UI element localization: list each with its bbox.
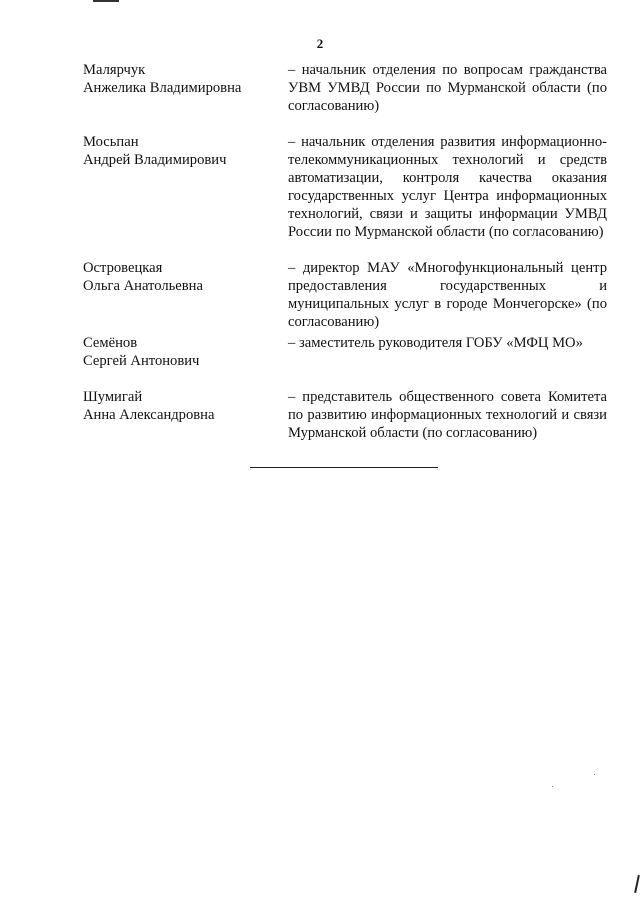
member-name [83, 61, 288, 115]
member-surname: Мосьпан [83, 134, 139, 150]
member-entry [83, 388, 607, 442]
scan-speck [594, 774, 595, 775]
member-role: – представитель общественного совета Комитета по развитию информационных технологий и связи Мурманской области (по согласованию) [288, 389, 607, 441]
top-edge-mark [93, 0, 119, 2]
bottom-edge-mark [634, 875, 640, 893]
member-given-names: Сергей Антонович [83, 353, 200, 369]
member-name [83, 133, 288, 241]
member-name [83, 259, 288, 331]
member-name [83, 388, 288, 442]
member-entry [83, 133, 607, 241]
member-surname: Шумигай [83, 389, 143, 405]
member-entry [83, 61, 607, 115]
closing-separator-line [250, 467, 438, 468]
member-given-names: Анна Александровна [83, 407, 215, 423]
page-number: 2 [316, 36, 324, 51]
member-role: – начальник отделения по вопросам гражданства УВМ УМВД России по Мурманской области (по согласованию) [288, 62, 607, 114]
member-given-names: Ольга Анатольевна [83, 278, 203, 294]
member-role: – заместитель руководителя ГОБУ «МФЦ МО» [288, 335, 583, 351]
member-role: – директор МАУ «Многофункциональный центр предоставления государственных и муниципальных услуг в городе Мончегорске» (по согласованию) [288, 260, 607, 330]
member-entry [83, 334, 607, 370]
member-given-names: Андрей Владимирович [83, 152, 227, 168]
member-role: – начальник отделения развития информационно-телекоммуникационных технологий и средств автоматизации, контроля качества оказания государственных услуг Центра информационных технологий, связи и защиты информации УМВД России по Мурманской области (по согласованию) [288, 134, 607, 240]
member-name [83, 334, 288, 370]
member-given-names: Анжелика Владимировна [83, 80, 242, 96]
member-entry [83, 259, 607, 331]
member-surname: Семёнов [83, 335, 138, 351]
member-surname: Островецкая [83, 260, 163, 276]
member-surname: Малярчук [83, 62, 146, 78]
member-list [83, 61, 607, 442]
scan-speck [552, 786, 553, 787]
